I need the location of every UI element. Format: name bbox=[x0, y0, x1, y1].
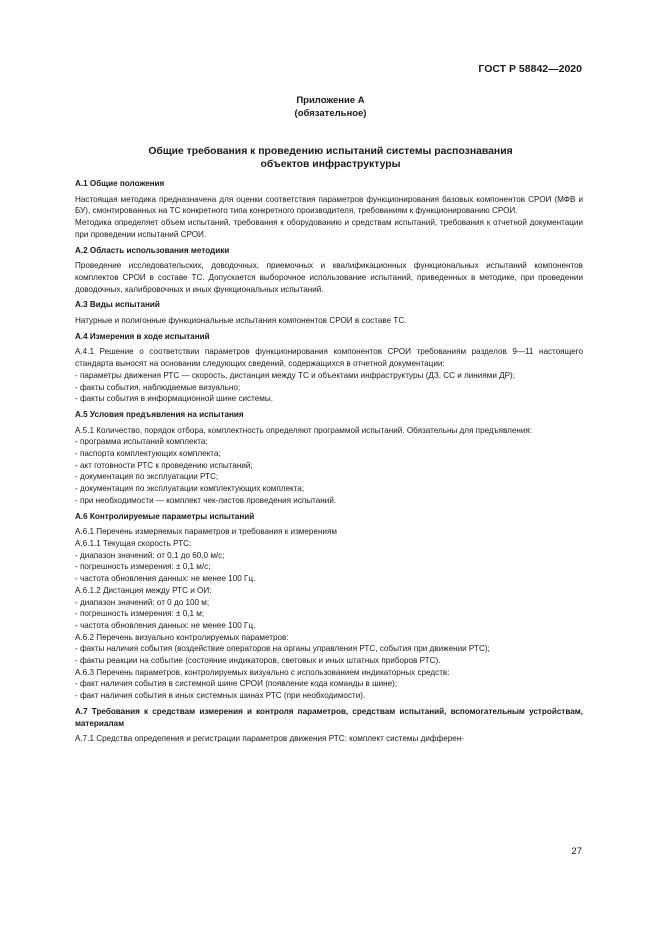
list-item: - факты наличия события (воздействие операторов на органы управления РТС, события при движении РТС); bbox=[75, 644, 490, 654]
list-item: А.6.2 Перечень визуально контролируемых параметров: bbox=[75, 632, 289, 642]
list-item: - программа испытаний комплекта; bbox=[75, 437, 208, 447]
list-item: - частота обновления данных: не менее 100 Гц. bbox=[75, 620, 256, 630]
list-item: А.6.1.2 Дистанция между РТС и ОИ: bbox=[75, 585, 212, 595]
paragraph: А.5.1 Количество, порядок отбора, комплектность определяют программой испытаний. Обязательны для предъявления: bbox=[75, 425, 533, 435]
list-item: - диапазон значений: от 0 до 100 м; bbox=[75, 597, 210, 607]
list-item: - факты события, наблюдаемые визуально; bbox=[75, 382, 241, 392]
list-item: А.6.1.1 Текущая скорость РТС: bbox=[75, 538, 192, 548]
document-title-line-2: объектов инфраструктуры bbox=[260, 159, 401, 170]
list-item: - паспорта комплектующих комплекта; bbox=[75, 449, 221, 459]
document-title-line-1: Общие требования к проведению испытаний системы распознавания bbox=[148, 146, 513, 157]
list-item: - факт наличия события в иных системных шинах РТС (при необходимости). bbox=[75, 691, 366, 701]
section-heading: А.3 Виды испытаний bbox=[75, 300, 160, 310]
list-item: - факты реакции на событие (состояние индикаторов, световых и иных штатных приборов РТС). bbox=[75, 656, 441, 666]
list-item: - диапазон значений: от 0,1 до 60,0 м/с; bbox=[75, 550, 225, 560]
section-heading: А.2 Область использования методики bbox=[75, 245, 230, 255]
appendix-title: Приложение А bbox=[296, 95, 365, 106]
section-heading: А.6 Контролируемые параметры испытаний bbox=[75, 511, 255, 521]
list-item: - факт наличия события в системной шине СРОИ (появление кода команды в шине); bbox=[75, 679, 398, 689]
standard-code-header: ГОСТ Р 58842—2020 bbox=[478, 63, 582, 75]
section-heading: А.7 Требования к средствам измерения и контроля параметров, средствам испытаний, вспомогательным устройствам, материалам bbox=[75, 706, 583, 728]
list-item: - погрешность измерения: ± 0,1 м; bbox=[75, 609, 205, 619]
section-heading: А.4 Измерения в ходе испытаний bbox=[75, 331, 210, 341]
appendix-status: (обязательное) bbox=[294, 108, 367, 119]
paragraph: А.4.1 Решение о соответствии параметров функционирования компонентов СРОИ требованиям разделов 9—11 настоящего стандарта выносят на основании следующих сведений, содержащихся в отчетной документации: bbox=[75, 347, 583, 369]
list-item: - при необходимости — комплект чек-листов проведения испытаний. bbox=[75, 495, 337, 505]
list-item: А.6.3 Перечень параметров, контролируемых визуально с использованием индикаторных средств: bbox=[75, 667, 450, 677]
list-item: - факты события в информационной шине системы. bbox=[75, 394, 273, 404]
section-heading: А.5 Условия предъявления на испытания bbox=[75, 409, 244, 419]
list-item: - документация по эксплуатации комплектующих комплекта; bbox=[75, 484, 305, 494]
list-item: - параметры движения РТС — скорость, дистанция между ТС и объектами инфраструктуры (ДЗ, СС и линиями ДР); bbox=[75, 370, 515, 380]
list-item: А.6.1 Перечень измеряемых параметров и требования к измерениям bbox=[75, 527, 337, 537]
paragraph: А.7.1 Средства определения и регистрации параметров движения РТС: комплект системы дифферен- bbox=[75, 734, 465, 744]
paragraph: Натурные и полигонные функциональные испытания компонентов СРОИ в составе ТС. bbox=[75, 316, 407, 326]
paragraph: Настоящая методика предназначена для оценки соответствия параметров функционирования базовых компонентов СРОИ (МФВ и БУ), смонтированных на ТС конкретного типа конкретного производителя, требованиям к функционированию СРОИ. bbox=[75, 194, 583, 216]
document-body bbox=[75, 178, 583, 745]
list-item: - акт готовности РТС к проведению испытаний; bbox=[75, 460, 253, 470]
list-item: - погрешность измерения: ± 0,1 м/с; bbox=[75, 562, 211, 572]
list-item: - частота обновления данных: не менее 100 Гц. bbox=[75, 574, 256, 584]
section-heading: А.1 Общие положения bbox=[75, 179, 165, 188]
list-item: - документация по эксплуатации РТС; bbox=[75, 472, 219, 482]
paragraph: Методика определяет объем испытаний, требования к оборудованию и средствам испытаний, требования к отчетной документации при проведении испытаний СРОИ. bbox=[75, 218, 583, 239]
page-number: 27 bbox=[571, 846, 582, 857]
paragraph: Проведение исследовательских, доводочных, приемочных и квалификационных функциональных испытаний компонентов комплектов СРОИ в составе ТС. Допускается выборочное использование испытаний, приведенных в методике, при проведении доводочных, калибровочных и иных функциональных испытаний. bbox=[75, 261, 583, 294]
